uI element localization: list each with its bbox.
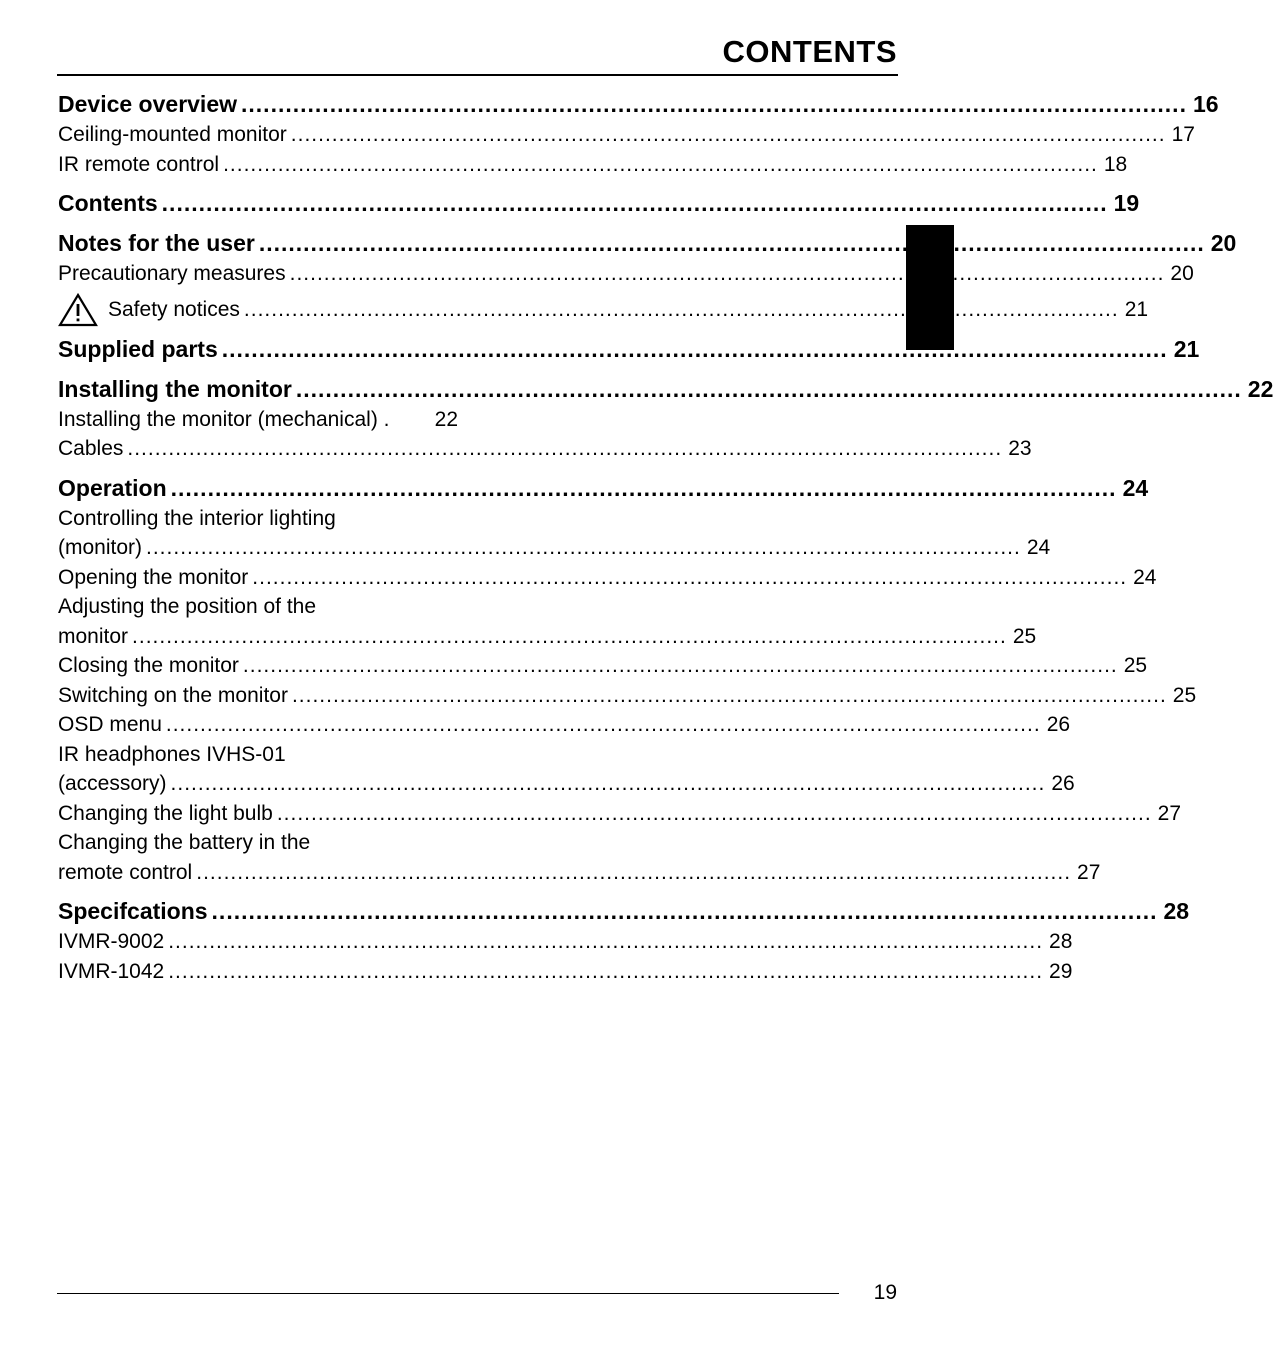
toc-entry-title-line2: (monitor) [58, 536, 143, 559]
leader-dots [259, 227, 1205, 259]
toc-entry-switching-on[interactable] [58, 681, 1197, 711]
toc-entry-page: 24 [1122, 474, 1149, 501]
footer-rule [57, 1293, 839, 1294]
toc-entry-safety-notices[interactable] [58, 289, 1149, 331]
toc-entry-title: Supplied parts [58, 335, 218, 362]
toc-entry-page: 24 [1133, 565, 1157, 589]
toc-entry-title: Closing the monitor [58, 654, 239, 677]
leader-dots [127, 434, 1002, 464]
toc-entry-title-line1: IR headphones IVHS-01 [58, 742, 286, 766]
toc-entry-installing-mechanical[interactable] [58, 405, 458, 435]
toc-entry-page: 23 [1008, 437, 1032, 460]
page-title: CONTENTS [722, 34, 897, 69]
toc-entry-page: 17 [1171, 123, 1195, 146]
toc-entry-title: Operation [58, 474, 167, 501]
toc-entry-title: Safety notices [108, 297, 240, 321]
leader-dots [166, 710, 1041, 740]
leader-dots [243, 651, 1118, 681]
toc-entry-page: 25 [1012, 624, 1037, 648]
toc-entry-adjusting-position[interactable] [58, 592, 1037, 651]
toc-entry-page: 20 [1210, 230, 1237, 256]
toc-entry-title-line2: monitor [58, 624, 129, 648]
toc-entry-closing-monitor[interactable] [58, 651, 1148, 681]
toc-entry-page: 21 [1173, 335, 1200, 362]
toc-entry-opening-monitor[interactable] [58, 563, 1157, 593]
leader-dots [196, 858, 1071, 888]
toc-entry-page: 20 [1170, 262, 1194, 285]
toc-entry-page: 16 [1192, 91, 1219, 117]
leader-dots [292, 681, 1167, 711]
toc-entry-title: Contents [58, 190, 158, 216]
toc-entry-title-line1: Changing the battery in the [58, 831, 311, 854]
leader-dots [146, 533, 1021, 563]
leader-dots [252, 563, 1127, 593]
toc-entry-installing-monitor[interactable] [58, 373, 1273, 405]
toc-entry-title: Device overview [58, 91, 238, 117]
toc-entry-device-overview[interactable] [58, 88, 1219, 120]
toc-entry-page: 27 [1077, 860, 1101, 884]
leader-dots [244, 298, 1119, 322]
toc-entry-ivmr-1042[interactable] [58, 957, 1073, 987]
toc-entry-osd-menu[interactable] [58, 710, 1071, 740]
toc-entry-title: Notes for the user [58, 230, 255, 256]
leader-dots [162, 187, 1108, 219]
toc-entry-cables[interactable] [58, 434, 1032, 464]
table-of-contents [58, 88, 1273, 986]
toc-entry-title-line1: Controlling the interior lighting [58, 506, 336, 530]
leader-dots [168, 957, 1043, 987]
toc-entry-page: 27 [1157, 801, 1182, 825]
leader-dots [132, 622, 1007, 652]
toc-entry-title: IVMR-9002 [58, 930, 165, 953]
leader-dots [291, 120, 1166, 150]
leader-dots [171, 472, 1117, 504]
toc-entry-title: Precautionary measures [58, 262, 286, 285]
toc-entry-precautionary[interactable] [58, 259, 1194, 289]
toc-entry-notes-user[interactable] [58, 227, 1237, 259]
toc-entry-title-line1: Adjusting the position of the [58, 595, 317, 618]
toc-entry-supplied-parts[interactable] [58, 333, 1200, 365]
toc-entry-interior-lighting[interactable] [58, 504, 1051, 563]
leader-dots [241, 88, 1187, 120]
toc-entry-page: 21 [1124, 297, 1149, 321]
header-rule [57, 74, 898, 76]
toc-entry-ceiling-monitor[interactable] [58, 120, 1195, 150]
toc-entry-page: 19 [1113, 190, 1140, 216]
toc-entry-title-line2: (accessory) [58, 772, 167, 795]
toc-entry-title: Cables [58, 437, 124, 460]
leader-dots [290, 259, 1165, 289]
toc-entry-title: IR remote control [58, 152, 220, 176]
warning-triangle-icon [58, 293, 98, 327]
toc-entry-page: 26 [1046, 713, 1071, 736]
toc-entry-title: OSD menu [58, 713, 162, 736]
toc-entry-title: Switching on the monitor [58, 683, 288, 707]
toc-entry-ivmr-9002[interactable] [58, 927, 1073, 957]
toc-entry-title: Opening the monitor [58, 565, 249, 589]
toc-entry-ir-remote[interactable] [58, 150, 1128, 180]
toc-entry-title: Specifcations [58, 898, 208, 924]
toc-entry-page: 28 [1049, 930, 1073, 953]
toc-entry-title: Installing the monitor [58, 375, 292, 402]
toc-entry-title: Changing the light bulb [58, 801, 273, 825]
page-number: 19 [873, 1281, 897, 1304]
leader-dots [223, 150, 1098, 180]
toc-entry-page: 22 [434, 407, 458, 431]
toc-entry-title-line2: remote control [58, 860, 193, 884]
leader-dots [222, 333, 1168, 365]
leader-dots [168, 927, 1043, 957]
toc-entry-title: Installing the monitor (mechanical) . [58, 407, 390, 431]
toc-entry-page: 29 [1049, 959, 1073, 983]
leader-dots [171, 769, 1046, 799]
toc-entry-page: 25 [1172, 683, 1197, 707]
toc-entry-light-bulb[interactable] [58, 799, 1182, 829]
leader-dots [277, 799, 1152, 829]
toc-entry-contents[interactable] [58, 187, 1140, 219]
toc-entry-operation[interactable] [58, 472, 1149, 504]
toc-entry-page: 18 [1103, 152, 1128, 176]
toc-entry-ir-headphones[interactable] [58, 740, 1075, 799]
toc-entry-battery[interactable] [58, 828, 1101, 887]
toc-entry-title: Ceiling-mounted monitor [58, 123, 287, 146]
toc-entry-page: 26 [1051, 772, 1075, 795]
toc-entry-page: 24 [1026, 536, 1051, 559]
leader-dots [296, 373, 1242, 405]
toc-entry-page: 28 [1163, 898, 1190, 924]
toc-entry-title: IVMR-1042 [58, 959, 165, 983]
leader-dots [212, 895, 1158, 927]
toc-entry-specifications[interactable] [58, 895, 1190, 927]
toc-entry-page: 22 [1247, 375, 1273, 402]
toc-entry-page: 25 [1123, 654, 1148, 677]
